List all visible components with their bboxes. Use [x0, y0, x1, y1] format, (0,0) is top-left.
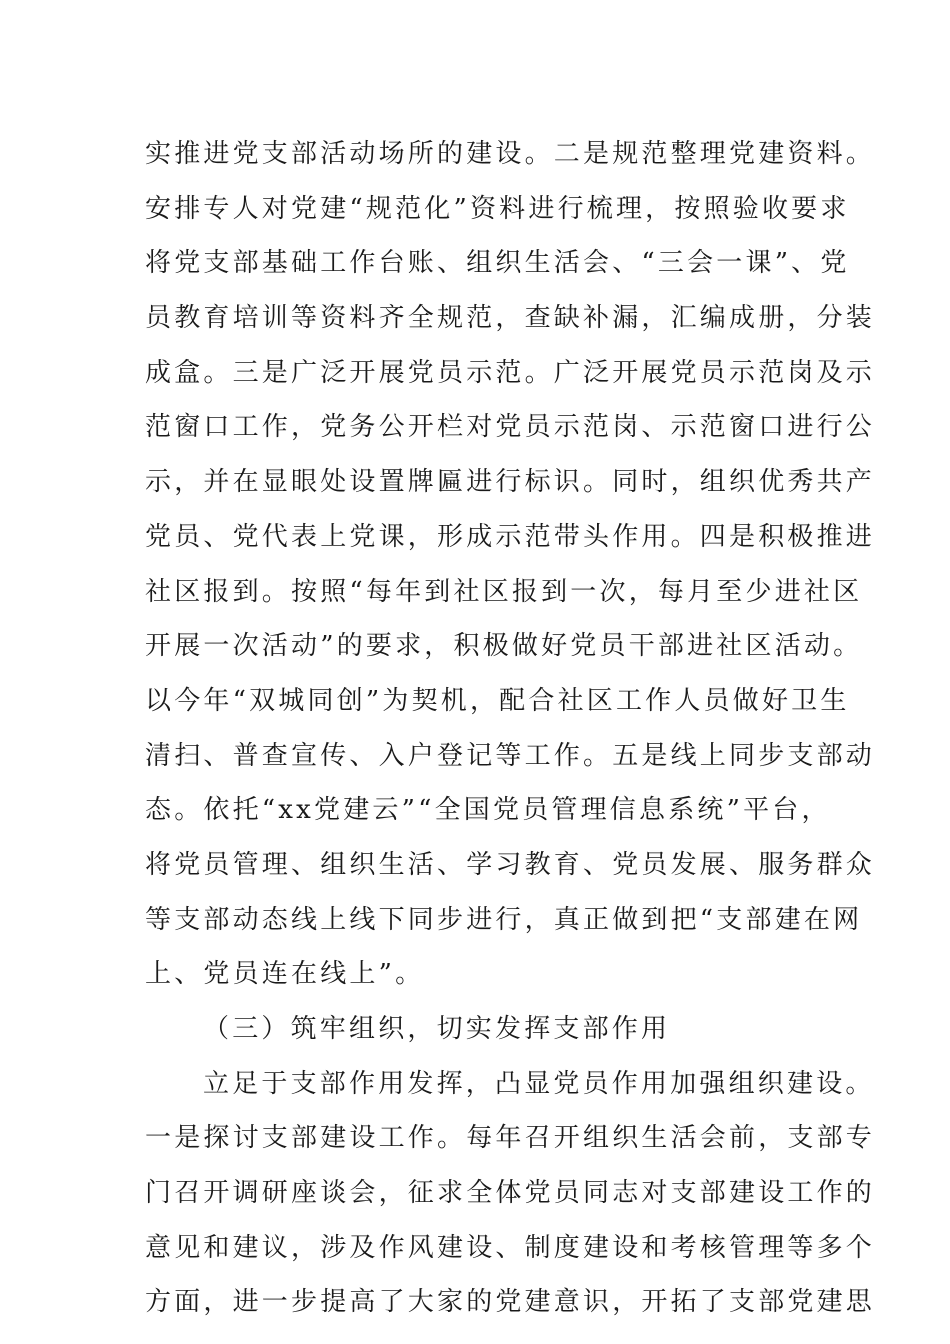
text-line: 态。依托“xx党建云”“全国党员管理信息系统”平台，	[145, 795, 831, 826]
text-line: 清扫、普查宣传、入户登记等工作。五是线上同步支部动	[145, 740, 876, 771]
text-line: 将党支部基础工作台账、组织生活会、“三会一课”、党	[145, 248, 850, 279]
text-line: 成盒。三是广泛开展党员示范。广泛开展党员示范岗及示	[145, 357, 876, 388]
text-line: 以今年“双城同创”为契机，配合社区工作人员做好卫生	[145, 685, 850, 716]
text-line: 方面，进一步提高了大家的党建意识，开拓了支部党建思	[145, 1287, 876, 1318]
text-line: 范窗口工作，党务公开栏对党员示范岗、示范窗口进行公	[145, 412, 876, 443]
text-line: 等支部动态线上线下同步进行，真正做到把“支部建在网	[145, 904, 863, 935]
text-line: 党员、党代表上党课，形成示范带头作用。四是积极推进	[145, 521, 876, 552]
text-line: 上、党员连在线上”。	[145, 959, 425, 990]
text-line: 安排专人对党建“规范化”资料进行梳理，按照验收要求	[145, 193, 850, 224]
text-line: 实推进党支部活动场所的建设。二是规范整理党建资料。	[145, 139, 876, 169]
section-heading: （三）筑牢组织，切实发挥支部作用	[203, 1014, 671, 1044]
text-line: 将党员管理、组织生活、学习教育、党员发展、服务群众	[145, 849, 876, 880]
text-line: 员教育培训等资料齐全规范，查缺补漏，汇编成册，分装	[145, 303, 876, 334]
body-text	[145, 127, 876, 1330]
text-line: 示，并在显眼处设置牌匾进行标识。同时，组织优秀共产	[145, 467, 876, 498]
text-line: 意见和建议，涉及作风建设、制度建设和考核管理等多个	[145, 1232, 876, 1263]
text-line: 开展一次活动”的要求，积极做好党员干部进社区活动。	[145, 631, 863, 662]
text-line: 门召开调研座谈会，征求全体党员同志对支部建设工作的	[145, 1178, 876, 1209]
text-line: 一是探讨支部建设工作。每年召开组织生活会前，支部专	[145, 1123, 876, 1154]
text-line: 立足于支部作用发挥，凸显党员作用加强组织建设。	[203, 1068, 875, 1099]
text-line: 社区报到。按照“每年到社区报到一次，每月至少进社区	[145, 576, 863, 607]
